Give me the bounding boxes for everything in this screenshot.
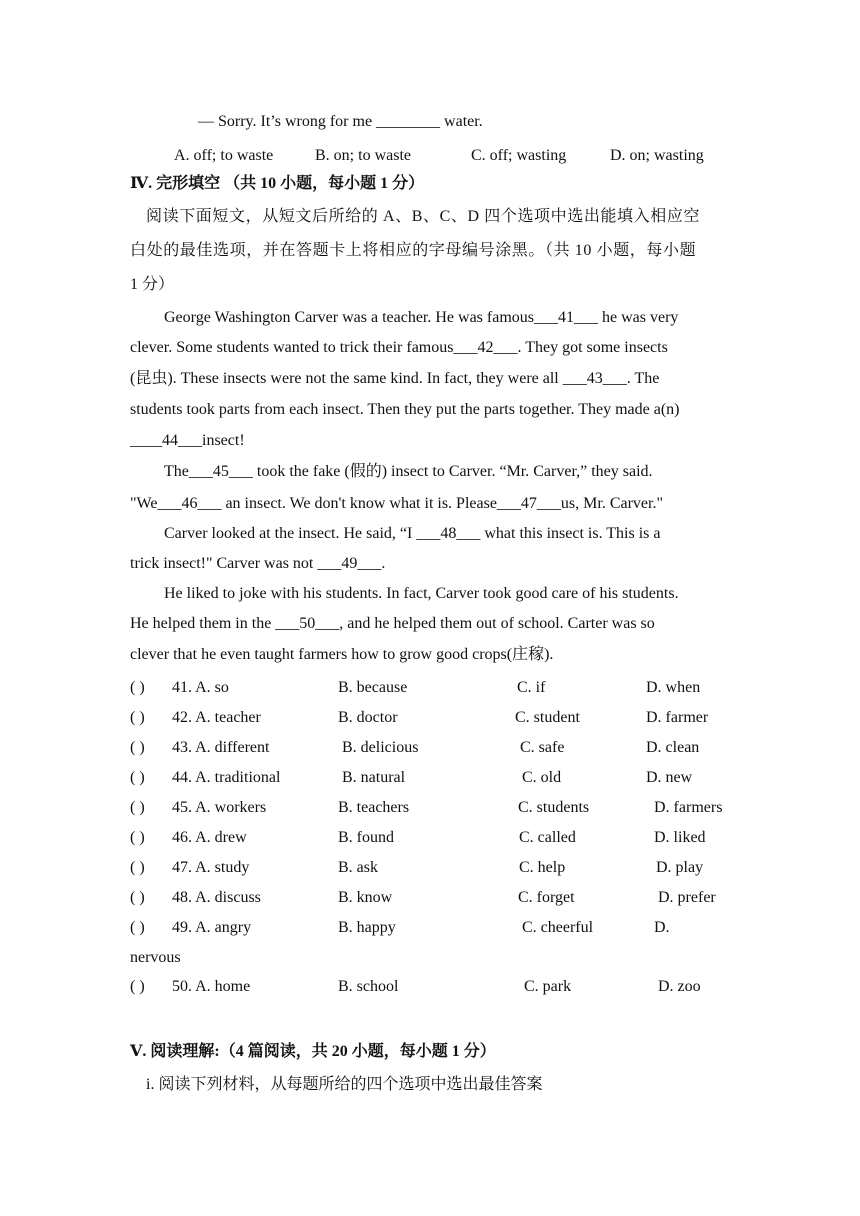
question-stem: 46. A. drew bbox=[172, 829, 247, 846]
instruction-line-1: 阅读下面短文，从短文后所给的 A、B、C、D 四个选项中选出能填入相应空 bbox=[146, 208, 701, 225]
passage-line: The___45___ took the fake (假的) insect to Carver. “Mr. Carver,” they said. bbox=[164, 463, 653, 480]
instruction-line-2: 白处的最佳选项，并在答题卡上将相应的字母编号涂黑。（共 10 小题，每小题 bbox=[130, 242, 697, 259]
choice-d-wrap: nervous bbox=[130, 949, 181, 966]
choice-c: C. park bbox=[524, 978, 572, 995]
option-d: D. on; wasting bbox=[610, 147, 704, 164]
passage-line: clever. Some students wanted to trick their famous___42___. They got some insects bbox=[130, 339, 668, 356]
choice-c: C. help bbox=[519, 859, 566, 876]
passage-line: ____44___insect! bbox=[130, 432, 245, 449]
choice-b: B. natural bbox=[342, 769, 406, 786]
choice-b: B. ask bbox=[338, 859, 378, 876]
choice-d: D. prefer bbox=[658, 889, 716, 906]
answer-paren[interactable]: ( ) bbox=[130, 679, 145, 696]
choice-d: D. liked bbox=[654, 829, 706, 846]
choice-c: C. student bbox=[515, 709, 580, 726]
dialogue-line: — Sorry. It’s wrong for me ________ water. bbox=[198, 113, 483, 130]
passage-line: He liked to joke with his students. In fact, Carver took good care of his students. bbox=[164, 585, 679, 602]
choice-c: C. if bbox=[517, 679, 546, 696]
question-stem: 49. A. angry bbox=[172, 919, 252, 936]
passage-line: He helped them in the ___50___, and he helped them out of school. Carter was so bbox=[130, 615, 655, 632]
answer-paren[interactable]: ( ) bbox=[130, 919, 145, 936]
choice-c: C. cheerful bbox=[522, 919, 594, 936]
choice-b: B. happy bbox=[338, 919, 396, 936]
question-stem: 47. A. study bbox=[172, 859, 250, 876]
choice-b: B. because bbox=[338, 679, 408, 696]
choice-b: B. school bbox=[338, 978, 399, 995]
passage-line: "We___46___ an insect. We don't know what it is. Please___47___us, Mr. Carver." bbox=[130, 495, 664, 512]
choice-b: B. know bbox=[338, 889, 393, 906]
choice-c: C. called bbox=[519, 829, 576, 846]
answer-paren[interactable]: ( ) bbox=[130, 859, 145, 876]
choice-d: D. zoo bbox=[658, 978, 701, 995]
choice-c: C. forget bbox=[518, 889, 575, 906]
choice-b: B. doctor bbox=[338, 709, 398, 726]
answer-paren[interactable]: ( ) bbox=[130, 889, 145, 906]
choice-d: D. clean bbox=[646, 739, 700, 756]
section-4-heading: Ⅳ. 完形填空 （共 10 小题，每小题 1 分） bbox=[130, 175, 425, 192]
section-5-subheading: i. 阅读下列材料，从每题所给的四个选项中选出最佳答案 bbox=[146, 1076, 543, 1093]
choice-b: B. teachers bbox=[338, 799, 410, 816]
answer-paren[interactable]: ( ) bbox=[130, 709, 145, 726]
choice-d: D. new bbox=[646, 769, 693, 786]
choice-d: D. when bbox=[646, 679, 701, 696]
passage-line: trick insect!" Carver was not ___49___. bbox=[130, 555, 386, 572]
answer-paren[interactable]: ( ) bbox=[130, 769, 145, 786]
question-stem: 44. A. traditional bbox=[172, 769, 281, 786]
question-stem: 43. A. different bbox=[172, 739, 270, 756]
choice-c: C. safe bbox=[520, 739, 565, 756]
choice-d: D. farmer bbox=[646, 709, 709, 726]
choice-c: C. old bbox=[522, 769, 562, 786]
answer-paren[interactable]: ( ) bbox=[130, 978, 145, 995]
option-c: C. off; wasting bbox=[471, 147, 567, 164]
answer-paren[interactable]: ( ) bbox=[130, 829, 145, 846]
passage-line: clever that he even taught farmers how to grow good crops(庄稼). bbox=[130, 646, 554, 663]
option-b: B. on; to waste bbox=[315, 147, 411, 164]
choice-b: B. found bbox=[338, 829, 394, 846]
passage-line: George Washington Carver was a teacher. He was famous___41___ he was very bbox=[164, 309, 679, 326]
answer-paren[interactable]: ( ) bbox=[130, 739, 145, 756]
question-stem: 45. A. workers bbox=[172, 799, 267, 816]
choice-d: D. farmers bbox=[654, 799, 723, 816]
question-stem: 41. A. so bbox=[172, 679, 229, 696]
passage-line: Carver looked at the insect. He said, “I ___48___ what this insect is. This is a bbox=[164, 525, 661, 542]
option-a: A. off; to waste bbox=[174, 147, 274, 164]
choice-d: D. bbox=[654, 919, 670, 936]
passage-line: (昆虫). These insects were not the same kind. In fact, they were all ___43___. The bbox=[130, 370, 660, 387]
instruction-line-3: 1 分） bbox=[130, 276, 175, 293]
question-stem: 42. A. teacher bbox=[172, 709, 261, 726]
question-stem: 48. A. discuss bbox=[172, 889, 261, 906]
answer-paren[interactable]: ( ) bbox=[130, 799, 145, 816]
section-5-heading: Ⅴ. 阅读理解:（4 篇阅读，共 20 小题，每小题 1 分） bbox=[130, 1043, 496, 1060]
choice-b: B. delicious bbox=[342, 739, 419, 756]
passage-line: students took parts from each insect. Then they put the parts together. They made a(n) bbox=[130, 401, 680, 418]
choice-d: D. play bbox=[656, 859, 704, 876]
choice-c: C. students bbox=[518, 799, 590, 816]
question-stem: 50. A. home bbox=[172, 978, 251, 995]
